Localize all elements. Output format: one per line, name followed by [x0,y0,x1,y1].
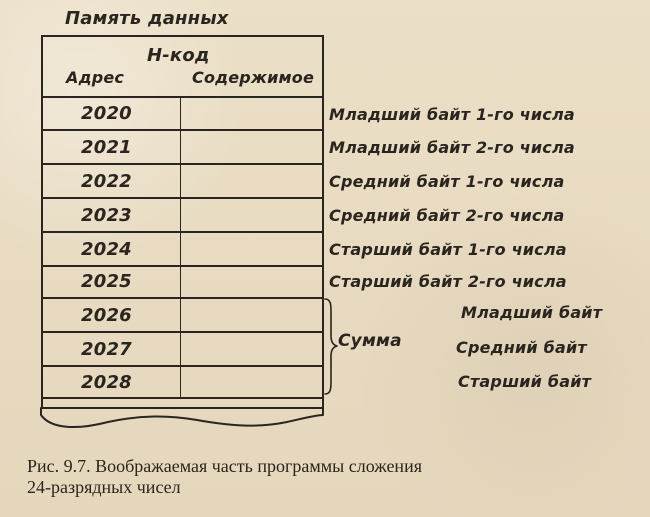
table-row-separator [41,163,324,165]
address-cell: 2026 [81,305,132,326]
sum-byte-description: Средний байт [456,338,587,357]
row-description: Старший байт 1-го числа [329,240,567,259]
caption-line: Рис. 9.7. Воображаемая часть программы сложения [27,456,422,476]
table-row-separator [41,397,324,399]
address-column-header: Адрес [66,68,125,87]
content-column-header: Содержимое [192,68,315,87]
address-cell: 2028 [81,372,132,393]
sum-brace [321,297,339,396]
address-cell: 2025 [81,271,132,292]
table-column-divider [180,96,181,397]
address-cell: 2024 [81,239,132,260]
row-description: Средний байт 2-го числа [329,206,565,225]
table-row-separator [41,231,324,233]
table-row-separator [41,265,324,267]
hcode-label: Н-код [147,45,210,66]
row-description: Средний байт 1-го числа [329,172,565,191]
row-description: Младший байт 2-го числа [329,138,575,157]
table-header-separator [41,96,324,98]
table-row-separator [41,365,324,367]
table-row-separator [41,129,324,131]
table-row-separator [41,331,324,333]
memory-title: Память данных [65,8,229,29]
address-cell: 2023 [81,205,132,226]
address-cell: 2027 [81,339,132,360]
table-row-separator [41,297,324,299]
table-torn-edge [36,405,328,433]
table-row-separator [41,197,324,199]
sum-byte-description: Младший байт [461,303,603,322]
address-cell: 2022 [81,171,132,192]
sum-label: Сумма [338,331,402,351]
address-cell: 2020 [81,103,132,124]
figure-caption [27,456,627,498]
caption-line: 24-разрядных чисел [27,477,181,498]
sum-byte-description: Старший байт [458,372,592,391]
row-description: Младший байт 1-го числа [329,105,575,124]
row-description: Старший байт 2-го числа [329,272,567,291]
address-cell: 2021 [81,137,132,158]
